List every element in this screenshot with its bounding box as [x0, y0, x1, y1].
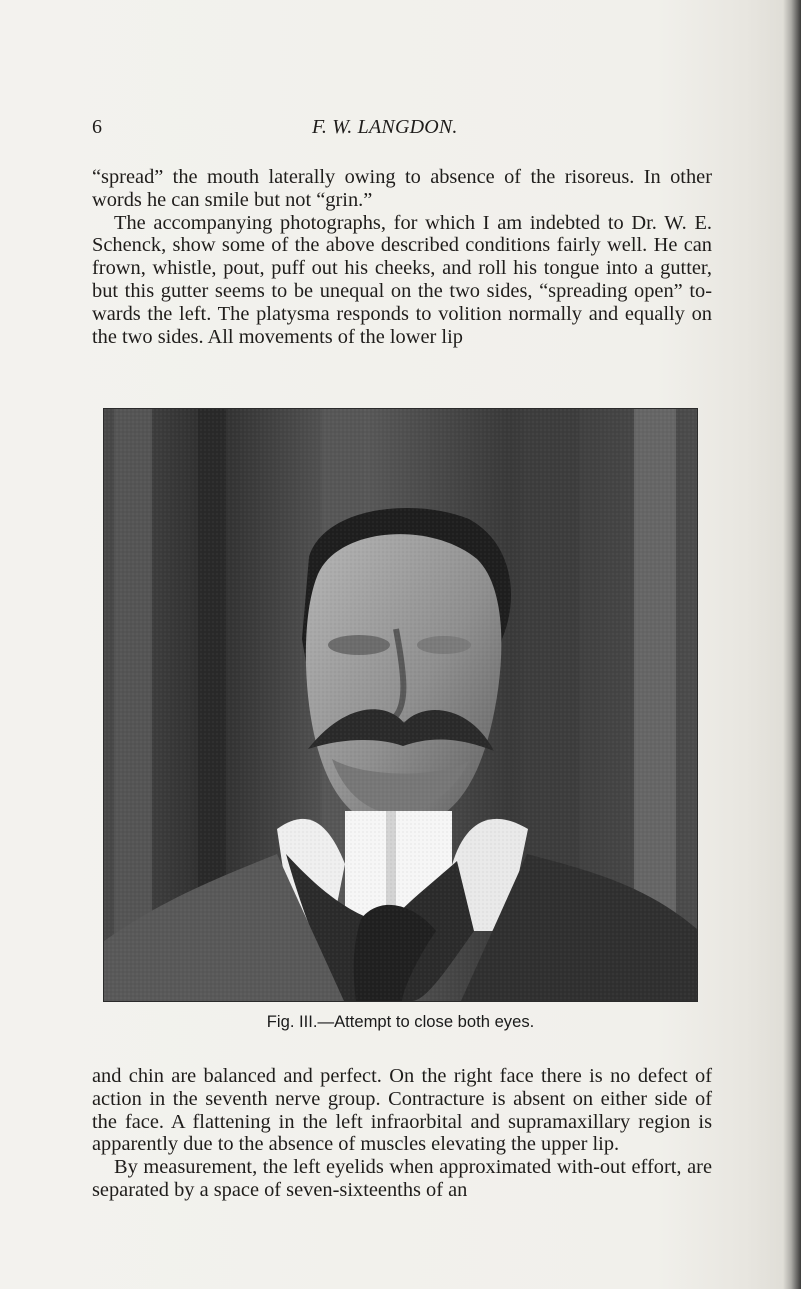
portrait-photograph	[104, 409, 697, 1001]
running-head: F. W. LANGDON.	[312, 116, 458, 138]
paragraph: and chin are balanced and perfect. On the right face there is no defect of action in the seventh nerve group. Contracture is absent on either side of the face. A flattening in the left infraorbital and supramaxillary region is apparently due to the absence of muscles elevating the upper lip.	[92, 1065, 712, 1156]
binding-shadow	[783, 0, 801, 1289]
body-text-bottom	[92, 1065, 712, 1202]
figure-caption: Fig. III.—Attempt to close both eyes.	[266, 1012, 535, 1031]
paragraph: By measurement, the left eyelids when approximated with-out effort, are separated by a space of seven-sixteenths of an	[92, 1156, 712, 1201]
paragraph: The accompanying photographs, for which I am indebted to Dr. W. E. Schenck, show some of the above described conditions fairly well. He can frown, whistle, pout, puff out his cheeks, and roll his tongue into a gutter, but this gutter seems to be unequal on the two sides, “spreading open” to-wards the left. The platysma responds to volition normally and equally on the two sides. All movements of the lower lip	[92, 211, 712, 348]
paragraph: “spread” the mouth laterally owing to absence of the risoreus. In other words he can smile but not “grin.”	[92, 166, 712, 211]
figure-photograph	[103, 408, 698, 1002]
page-number: 6	[92, 116, 103, 138]
page-header	[92, 116, 712, 140]
body-text-top	[92, 166, 712, 348]
